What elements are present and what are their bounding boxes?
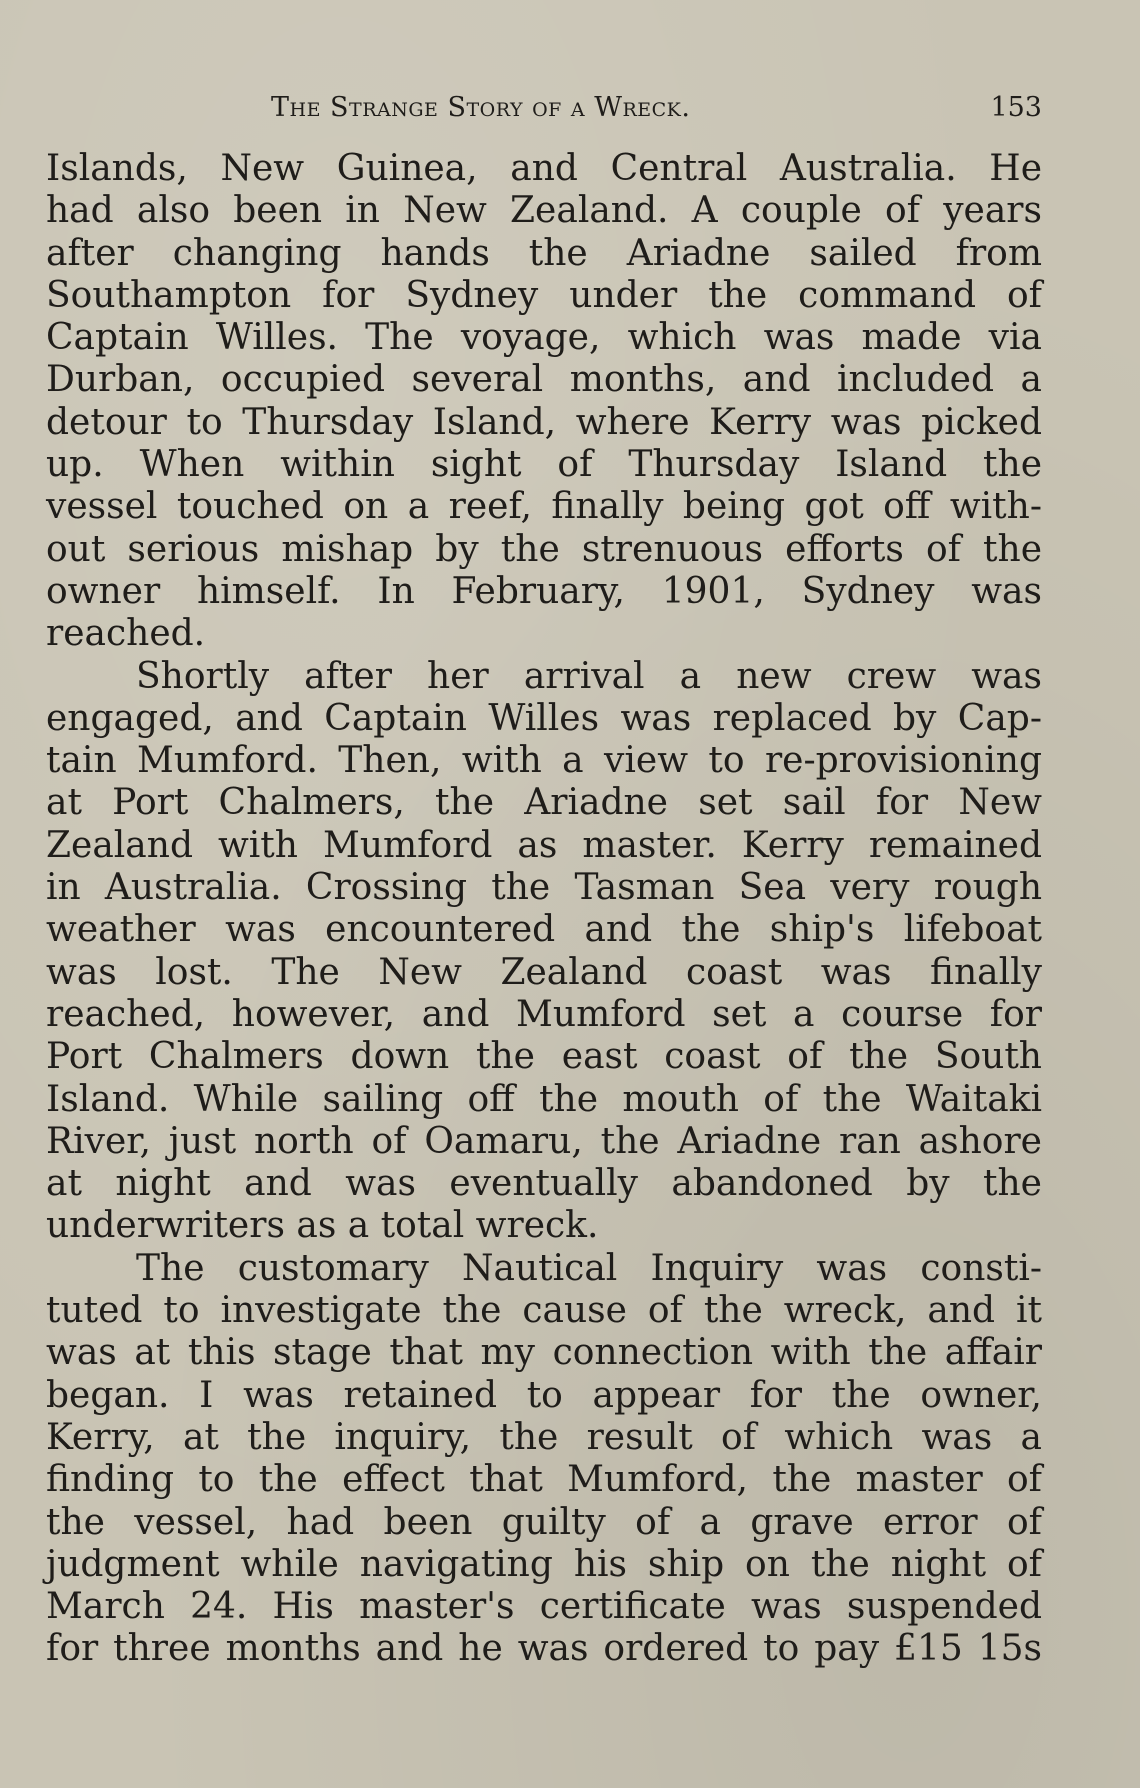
- text-line: Kerry, at the inquiry, the result of which was a: [46, 1416, 1042, 1458]
- text-line: March 24. His master's certificate was suspended: [46, 1586, 1042, 1628]
- text-line: for three months and he was ordered to pay £15 15s: [46, 1628, 1042, 1670]
- text-line: at night and was eventually abandoned by the: [46, 1163, 1042, 1205]
- running-title: The Strange Story of a Wreck.: [271, 92, 691, 123]
- text-line: after changing hands the Ariadne sailed from: [46, 232, 1042, 274]
- text-line: River, just north of Oamaru, the Ariadne ran ashore: [46, 1120, 1042, 1162]
- page-number: 153: [990, 92, 1042, 123]
- text-line: the vessel, had been guilty of a grave error of: [46, 1501, 1042, 1543]
- text-line: engaged, and Captain Willes was replaced by Cap-: [46, 697, 1042, 739]
- text-line: vessel touched on a reef, finally being got off with-: [46, 486, 1042, 528]
- text-line: detour to Thursday Island, where Kerry was picked: [46, 401, 1042, 443]
- text-line: reached, however, and Mumford set a course for: [46, 993, 1042, 1035]
- text-line: began. I was retained to appear for the owner,: [46, 1374, 1042, 1416]
- running-head: [46, 88, 1042, 132]
- paragraph: [46, 148, 1042, 656]
- text-line: up. When within sight of Thursday Island the: [46, 444, 1042, 486]
- text-line: reached.: [46, 613, 206, 655]
- text-line: Captain Willes. The voyage, which was made via: [46, 317, 1042, 359]
- text-line: Shortly after her arrival a new crew was: [136, 655, 1042, 697]
- text-line: Durban, occupied several months, and included a: [46, 359, 1042, 401]
- text-line: owner himself. In February, 1901, Sydney was: [46, 570, 1042, 612]
- text-line: had also been in New Zealand. A couple of years: [46, 190, 1042, 232]
- text-line: tuted to investigate the cause of the wreck, and it: [46, 1290, 1042, 1332]
- text-line: was lost. The New Zealand coast was finally: [46, 951, 1042, 993]
- text-line: underwriters as a total wreck.: [46, 1205, 599, 1247]
- text-line: in Australia. Crossing the Tasman Sea very rough: [46, 867, 1042, 909]
- text-line: Port Chalmers down the east coast of the South: [46, 1036, 1042, 1078]
- text-line: out serious mishap by the strenuous efforts of the: [46, 528, 1042, 570]
- text-line: was at this stage that my connection with the affair: [46, 1332, 1042, 1374]
- text-line: Southampton for Sydney under the command of: [46, 274, 1042, 316]
- text-line: Islands, New Guinea, and Central Australia. He: [46, 148, 1042, 189]
- text-line: tain Mumford. Then, with a view to re-provisioning: [46, 740, 1042, 782]
- text-line: judgment while navigating his ship on the night of: [46, 1543, 1042, 1585]
- text-line: at Port Chalmers, the Ariadne set sail for New: [46, 782, 1042, 824]
- paragraph: [46, 1248, 1042, 1671]
- paragraph: [46, 656, 1042, 1248]
- text-line: The customary Nautical Inquiry was consti-: [136, 1247, 1042, 1289]
- text-line: Island. While sailing off the mouth of the Waitaki: [46, 1078, 1042, 1120]
- text-line: Zealand with Mumford as master. Kerry remained: [46, 824, 1042, 866]
- body-text: [46, 148, 1042, 1671]
- text-line: finding to the effect that Mumford, the master of: [46, 1459, 1042, 1501]
- text-line: weather was encountered and the ship's lifeboat: [46, 909, 1042, 951]
